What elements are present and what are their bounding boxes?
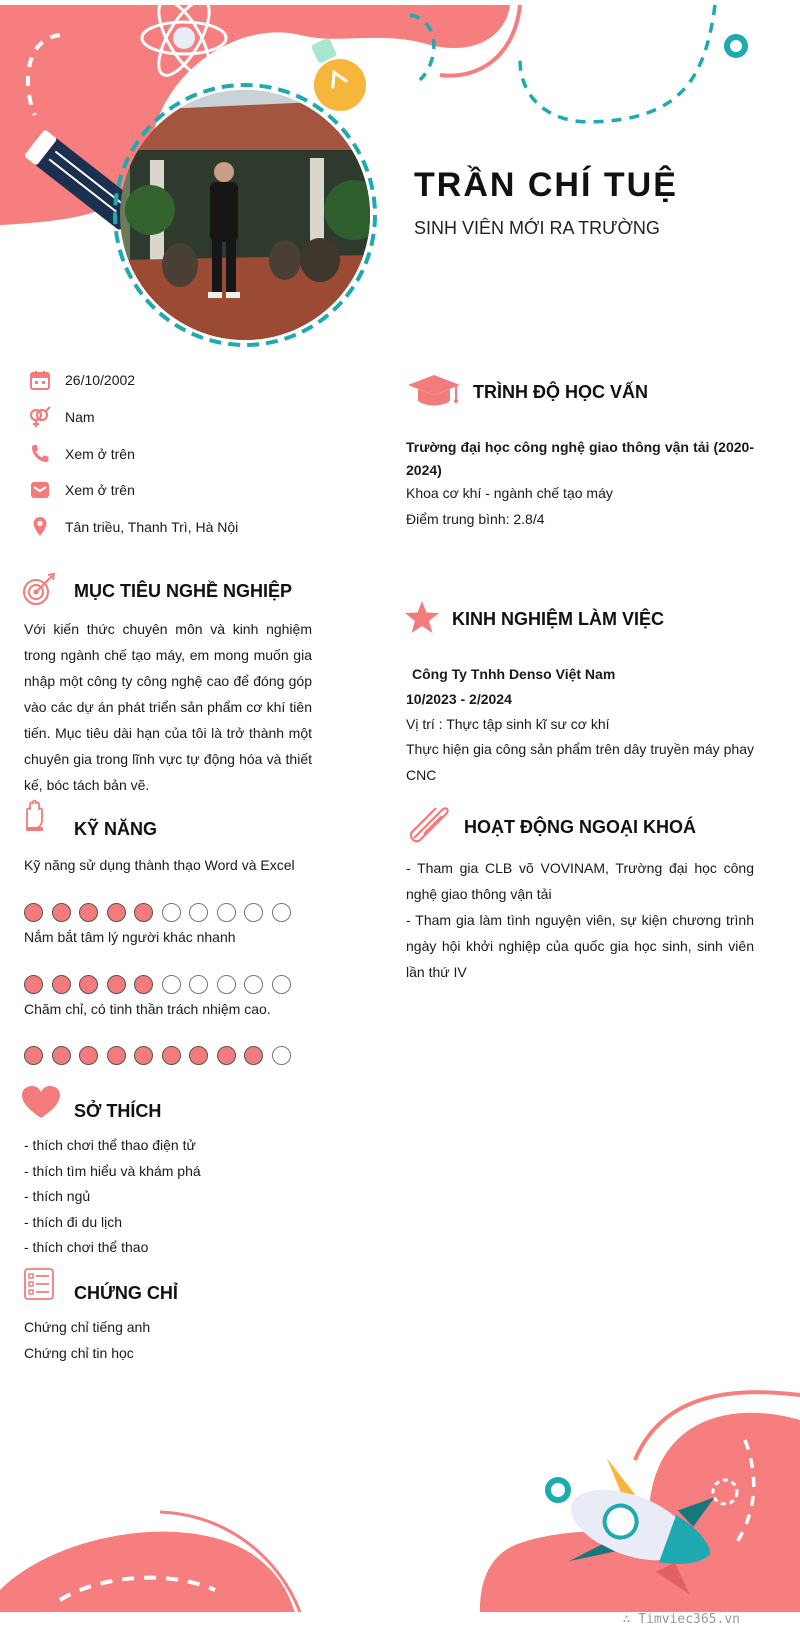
- education-gpa: Điểm trung bình: 2.8/4: [406, 511, 545, 527]
- rating-dot-empty: [272, 1046, 291, 1065]
- skill-label: Chăm chỉ, có tinh thần trách nhiệm cao.: [24, 1001, 271, 1017]
- skill-rating: [24, 903, 291, 922]
- contact-address-value: Tân triều, Thanh Trì, Hà Nội: [65, 519, 239, 535]
- phone-icon: [28, 442, 52, 466]
- contact-email-value[interactable]: Xem ở trên: [65, 482, 135, 498]
- rating-dot-empty: [217, 903, 236, 922]
- skill-rating: [24, 975, 291, 994]
- experience-description: Thực hiện gia công sản phẩm trên dây truyền máy phay CNC: [406, 741, 754, 783]
- objective-title: MỤC TIÊU NGHỀ NGHIỆP: [74, 581, 293, 601]
- rating-dot-filled: [24, 903, 43, 922]
- rating-dot-filled: [244, 1046, 263, 1065]
- contact-phone: [28, 441, 135, 467]
- paperclip-icon: [408, 804, 452, 844]
- target-icon: [22, 572, 56, 606]
- contact-address: [28, 514, 239, 540]
- experience-company: Công Ty Tnhh Denso Việt Nam: [412, 666, 616, 682]
- hobbies-title: SỞ THÍCH: [74, 1101, 162, 1121]
- star-icon: [404, 600, 440, 634]
- rating-dot-filled: [189, 1046, 208, 1065]
- profile-photo: [120, 90, 370, 340]
- rating-dot-filled: [217, 1046, 236, 1065]
- rating-dot-filled: [134, 975, 153, 994]
- contact-phone-value[interactable]: Xem ở trên: [65, 446, 135, 462]
- education-title: TRÌNH ĐỘ HỌC VẤN: [473, 382, 648, 402]
- activity-item: - Tham gia làm tình nguyện viên, sự kiện chương trình ngày hội khởi nghiệp của quốc gia học sinh, sinh viên lần thứ IV: [406, 912, 754, 980]
- activity-item: - Tham gia CLB võ VOVINAM, Trường đại học công nghệ giao thông vận tải: [406, 860, 754, 902]
- rating-dot-filled: [79, 903, 98, 922]
- contact-email: [28, 477, 135, 503]
- rating-dot-filled: [79, 1046, 98, 1065]
- hobby-item: - thích ngủ: [24, 1188, 91, 1204]
- rating-dot-empty: [272, 903, 291, 922]
- rating-dot-filled: [107, 1046, 126, 1065]
- rating-dot-filled: [52, 903, 71, 922]
- contact-gender-value: Nam: [65, 409, 95, 425]
- rating-dot-filled: [52, 1046, 71, 1065]
- rating-dot-empty: [189, 903, 208, 922]
- certificate-item: Chứng chỉ tiếng anh: [24, 1319, 151, 1335]
- rating-dot-empty: [272, 975, 291, 994]
- certificates-title: CHỨNG CHỈ: [74, 1283, 178, 1303]
- rating-dot-filled: [107, 975, 126, 994]
- skill-label: Nắm bắt tâm lý người khác nhanh: [24, 929, 236, 945]
- rating-dot-filled: [134, 903, 153, 922]
- rating-dot-empty: [189, 975, 208, 994]
- experience-title: KINH NGHIỆM LÀM VIỆC: [452, 609, 665, 629]
- rating-dot-empty: [244, 903, 263, 922]
- rating-dot-filled: [79, 975, 98, 994]
- contact-gender: [28, 404, 95, 430]
- experience-position: Vị trí : Thực tập sinh kĩ sư cơ khí: [406, 716, 610, 732]
- graduation-cap-icon: [406, 373, 462, 409]
- hobby-item: - thích đi du lịch: [24, 1214, 123, 1230]
- rating-dot-filled: [24, 1046, 43, 1065]
- location-pin-icon: [28, 515, 52, 539]
- education-school: Trường đại học công nghệ giao thông vận tải (2020-2024): [406, 439, 754, 478]
- email-icon: [28, 478, 52, 502]
- education-faculty: Khoa cơ khí - ngành chế tạo máy: [406, 485, 613, 501]
- rating-dot-filled: [52, 975, 71, 994]
- skill-label: Kỹ năng sử dụng thành thạo Word và Excel: [24, 857, 295, 873]
- raised-hand-icon: [22, 798, 48, 832]
- rating-dot-empty: [217, 975, 236, 994]
- rating-dot-filled: [134, 1046, 153, 1065]
- experience-period: 10/2023 - 2/2024: [406, 691, 512, 707]
- rating-dot-empty: [162, 903, 181, 922]
- activities-title: HOẠT ĐỘNG NGOẠI KHOÁ: [464, 817, 696, 837]
- skills-title: KỸ NĂNG: [74, 819, 158, 839]
- candidate-role: SINH VIÊN MỚI RA TRƯỜNG: [414, 218, 660, 238]
- candidate-name: TRẦN CHÍ TUỆ: [414, 166, 678, 204]
- rating-dot-empty: [244, 975, 263, 994]
- hobby-item: - thích tìm hiểu và khám phá: [24, 1163, 201, 1179]
- skill-rating: [24, 1046, 291, 1065]
- rating-dot-filled: [24, 975, 43, 994]
- rating-dot-filled: [162, 1046, 181, 1065]
- rating-dot-filled: [107, 903, 126, 922]
- watermark: ∴ Timviec365.vn: [622, 1612, 740, 1627]
- contact-birthday-value: 26/10/2002: [65, 372, 136, 388]
- contact-birthday: [28, 367, 136, 393]
- rating-dot-empty: [162, 975, 181, 994]
- heart-icon: [22, 1086, 60, 1120]
- hobby-item: - thích chơi thể thao điện tử: [24, 1137, 196, 1153]
- objective-text: Với kiến thức chuyên môn và kinh nghiệm trong ngành chế tạo máy, em mong muốn gia nhập một công ty công nghệ cao để đóng góp vào các dự án phát triển sản phẩm cơ khí tiên tiến. Mục tiêu dài hạn của tôi là trở thành một chuyên gia trong lĩnh vực tự động hóa và thiết kế, bóc tách bản vẽ.: [24, 621, 312, 793]
- calendar-icon: [28, 368, 52, 392]
- checklist-icon: [24, 1268, 54, 1300]
- gender-icon: [28, 405, 52, 429]
- hobby-item: - thích chơi thể thao: [24, 1239, 149, 1255]
- certificate-item: Chứng chỉ tin học: [24, 1345, 134, 1361]
